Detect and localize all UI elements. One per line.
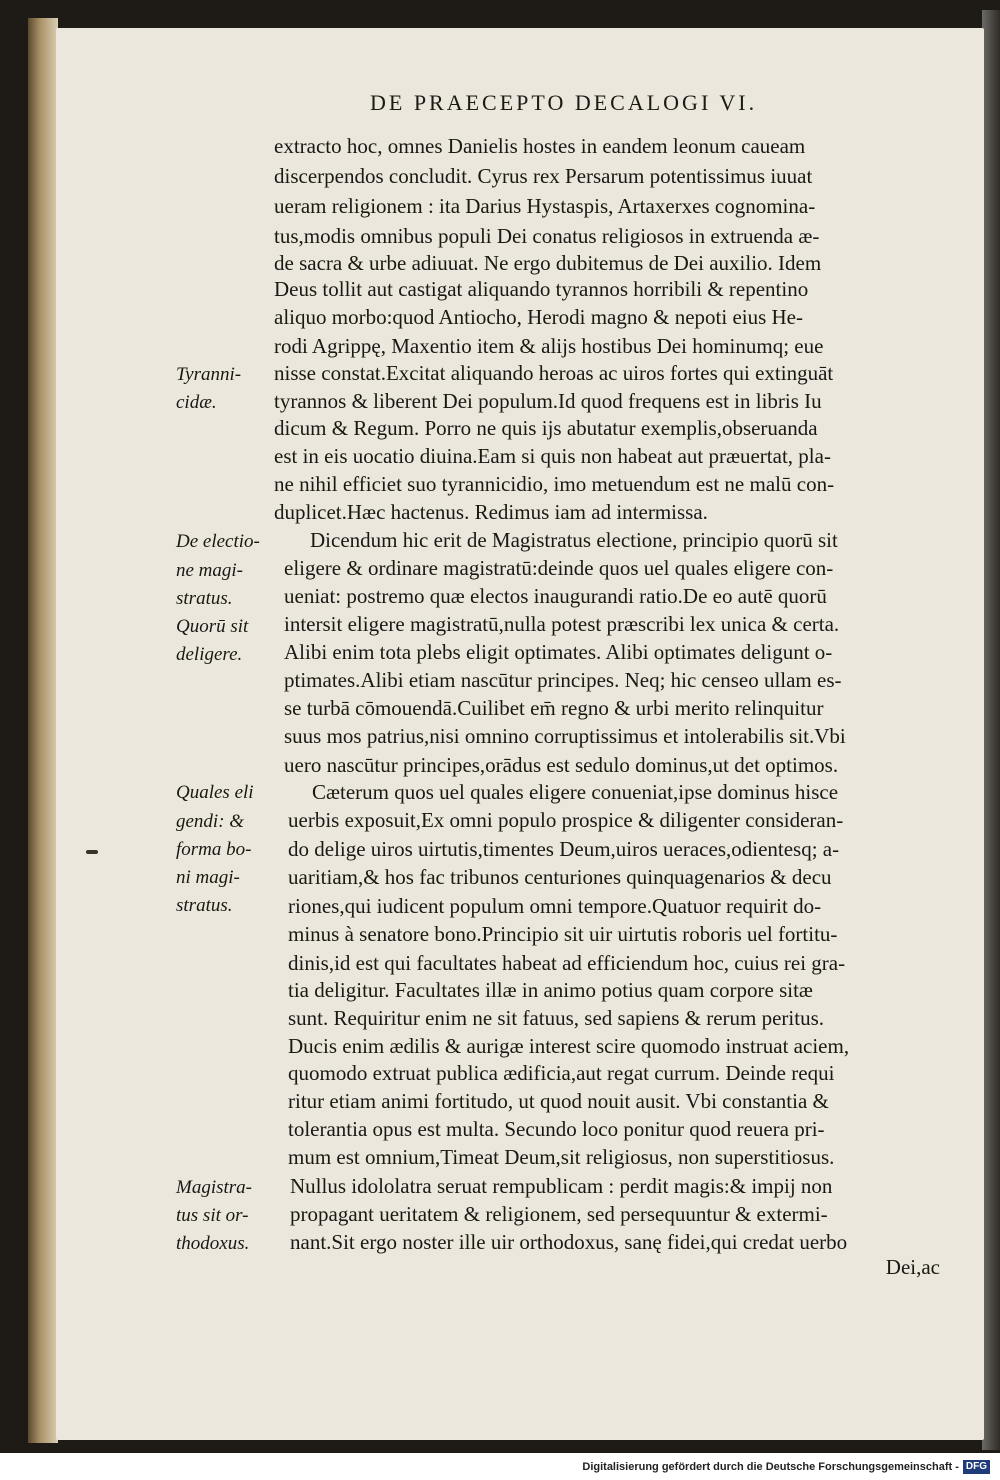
text-line: intersit eligere magistratū,nulla potest præscribi lex unica & certa. — [284, 612, 840, 636]
margin-note: De electio- — [176, 531, 260, 552]
text-line: uero nascūtur principes,orādus est sedulo dominus,ut det optimos. — [284, 753, 839, 777]
digitization-footer — [0, 1458, 990, 1476]
footer-text: Digitalisierung gefördert durch die Deutsche Forschungsgemeinschaft - — [582, 1461, 959, 1473]
text-line: Dicendum hic erit de Magistratus electione, principio quorū sit — [310, 528, 838, 552]
text-line: sunt. Requiritur enim ne sit fatuus, sed sapiens & rerum peritus. — [288, 1006, 824, 1030]
dfg-logo: DFG — [963, 1460, 990, 1474]
text-line: ritur etiam animi fortitudo, ut quod nouit ausit. Vbi constantia & — [288, 1089, 829, 1113]
text-line: Cæterum quos uel quales eligere conueniat,ipse dominus hisce — [312, 780, 839, 804]
text-line: aliquo morbo:quod Antiocho, Herodi magno & nepoti eius He- — [274, 305, 803, 329]
margin-note: Quorū sit — [176, 616, 249, 637]
text-line: minus à senatore bono.Principio sit uir uirtutis roboris uel fortitu- — [288, 922, 838, 946]
text-line: propagant ueritatem & religionem, sed persequuntur & extermi- — [290, 1202, 828, 1226]
text-line: tolerantia opus est multa. Secundo loco ponitur quod reuera pri- — [288, 1117, 825, 1141]
text-line: discerpendos concludit. Cyrus rex Persarum potentissimus iuuat — [274, 164, 813, 188]
text-line: do delige uiros uirtutis,timentes Deum,uiros ueraces,odientesq; a- — [288, 837, 840, 861]
text-line: de sacra & urbe adiuuat. Ne ergo dubitemus de Dei auxilio. Idem — [274, 251, 822, 275]
margin-note: Tyranni- — [176, 364, 242, 385]
margin-note: stratus. — [176, 895, 233, 916]
text-line: tyrannos & liberent Dei populum.Id quod frequens est in libris Iu — [274, 389, 822, 413]
text-line: tus,modis omnibus populi Dei conatus religiosos in extruenda æ- — [274, 224, 820, 248]
text-line: mum est omnium,Timeat Deum,sit religiosus, non superstitiosus. — [288, 1145, 835, 1169]
text-line: ueram religionem : ita Darius Hystaspis, Artaxerxes cognomina- — [274, 194, 816, 218]
text-line: ueniat: postremo quæ electos inaugurandi ratio.De eo autē quorū — [284, 584, 827, 608]
text-line: nisse constat.Excitat aliquando heroas ac uiros fortes qui extinguāt — [274, 361, 834, 385]
margin-note: tus sit or- — [176, 1205, 249, 1226]
text-line: duplicet.Hæc hactenus. Redimus iam ad intermissa. — [274, 500, 708, 524]
text-line: uerbis exposuit,Ex omni populo prospice & diligenter consideran- — [288, 808, 844, 832]
text-line: uaritiam,& hos fac tribunos centuriones quinquagenarios & decu — [288, 865, 832, 889]
margin-note: forma bo- — [176, 839, 252, 860]
text-line: dicum & Regum. Porro ne quis ijs abutatur exemplis,obseruanda — [274, 416, 818, 440]
text-line: est in eis uocatio diuina.Eam si quis non habeat aut præuertat, pla- — [274, 444, 831, 468]
text-line: ptimates.Alibi etiam nascūtur principes. Neq; hic censeo ullam es- — [284, 668, 842, 692]
margin-note: Quales eli — [176, 782, 254, 803]
text-line: tia deligitur. Facultates illæ in animo potius quam corpore sitæ — [288, 978, 813, 1002]
margin-pointer-mark — [86, 850, 98, 854]
text-line: suus mos patrius,nisi omnino corruptissimus et intolerabilis sit.Vbi — [284, 724, 846, 748]
margin-note: stratus. — [176, 588, 233, 609]
text-line: Nullus idololatra seruat rempublicam : perdit magis:& impij non — [290, 1174, 833, 1198]
text-line: Ducis enim ædilis & aurigæ interest scire quomodo instruat aciem, — [288, 1034, 850, 1058]
margin-note: Magistra- — [176, 1177, 252, 1198]
margin-note: cidæ. — [176, 392, 217, 413]
margin-note: ni magi- — [176, 867, 240, 888]
text-line: rodi Agrippę, Maxentio item & alijs hostibus Dei hominumq; eue — [274, 334, 824, 358]
text-line: nant.Sit ergo noster ille uir orthodoxus, sanę fidei,qui credat uerbo — [290, 1230, 848, 1254]
text-line: se turbā cōmouendā.Cuilibet em̄ regno & urbi merito relinquitur — [284, 696, 824, 720]
text-line: riones,qui iudicent populum omni tempore.Quatuor requirit do- — [288, 894, 822, 918]
text-line: Alibi enim tota plebs eligit optimates. Alibi optimates deligunt o- — [284, 640, 833, 664]
text-line: dinis,id est qui facultates habeat ad efficiendum hoc, cuius rei gra- — [288, 951, 846, 975]
margin-note: deligere. — [176, 644, 243, 665]
text-line: eligere & ordinare magistratū:deinde quos uel quales eligere con- — [284, 556, 834, 580]
book-edge-left — [28, 18, 58, 1443]
running-header: DE PRAECEPTO DECALOGI VI. — [370, 90, 758, 115]
text-line: Deus tollit aut castigat aliquando tyrannos horribili & repentino — [274, 277, 809, 301]
text-line: ne nihil efficiet suo tyrannicidio, imo metuendum est ne malū con- — [274, 472, 835, 496]
margin-note: ne magi- — [176, 560, 244, 581]
book-edge-right — [982, 10, 1000, 1450]
margin-note: gendi: & — [176, 811, 245, 832]
text-line: extracto hoc, omnes Danielis hostes in eandem leonum caueam — [274, 134, 806, 158]
catchword: Dei,ac — [885, 1255, 940, 1279]
margin-note: thodoxus. — [176, 1233, 250, 1254]
text-line: quomodo extruat publica ædificia,aut regat currum. Deinde requi — [288, 1061, 835, 1085]
